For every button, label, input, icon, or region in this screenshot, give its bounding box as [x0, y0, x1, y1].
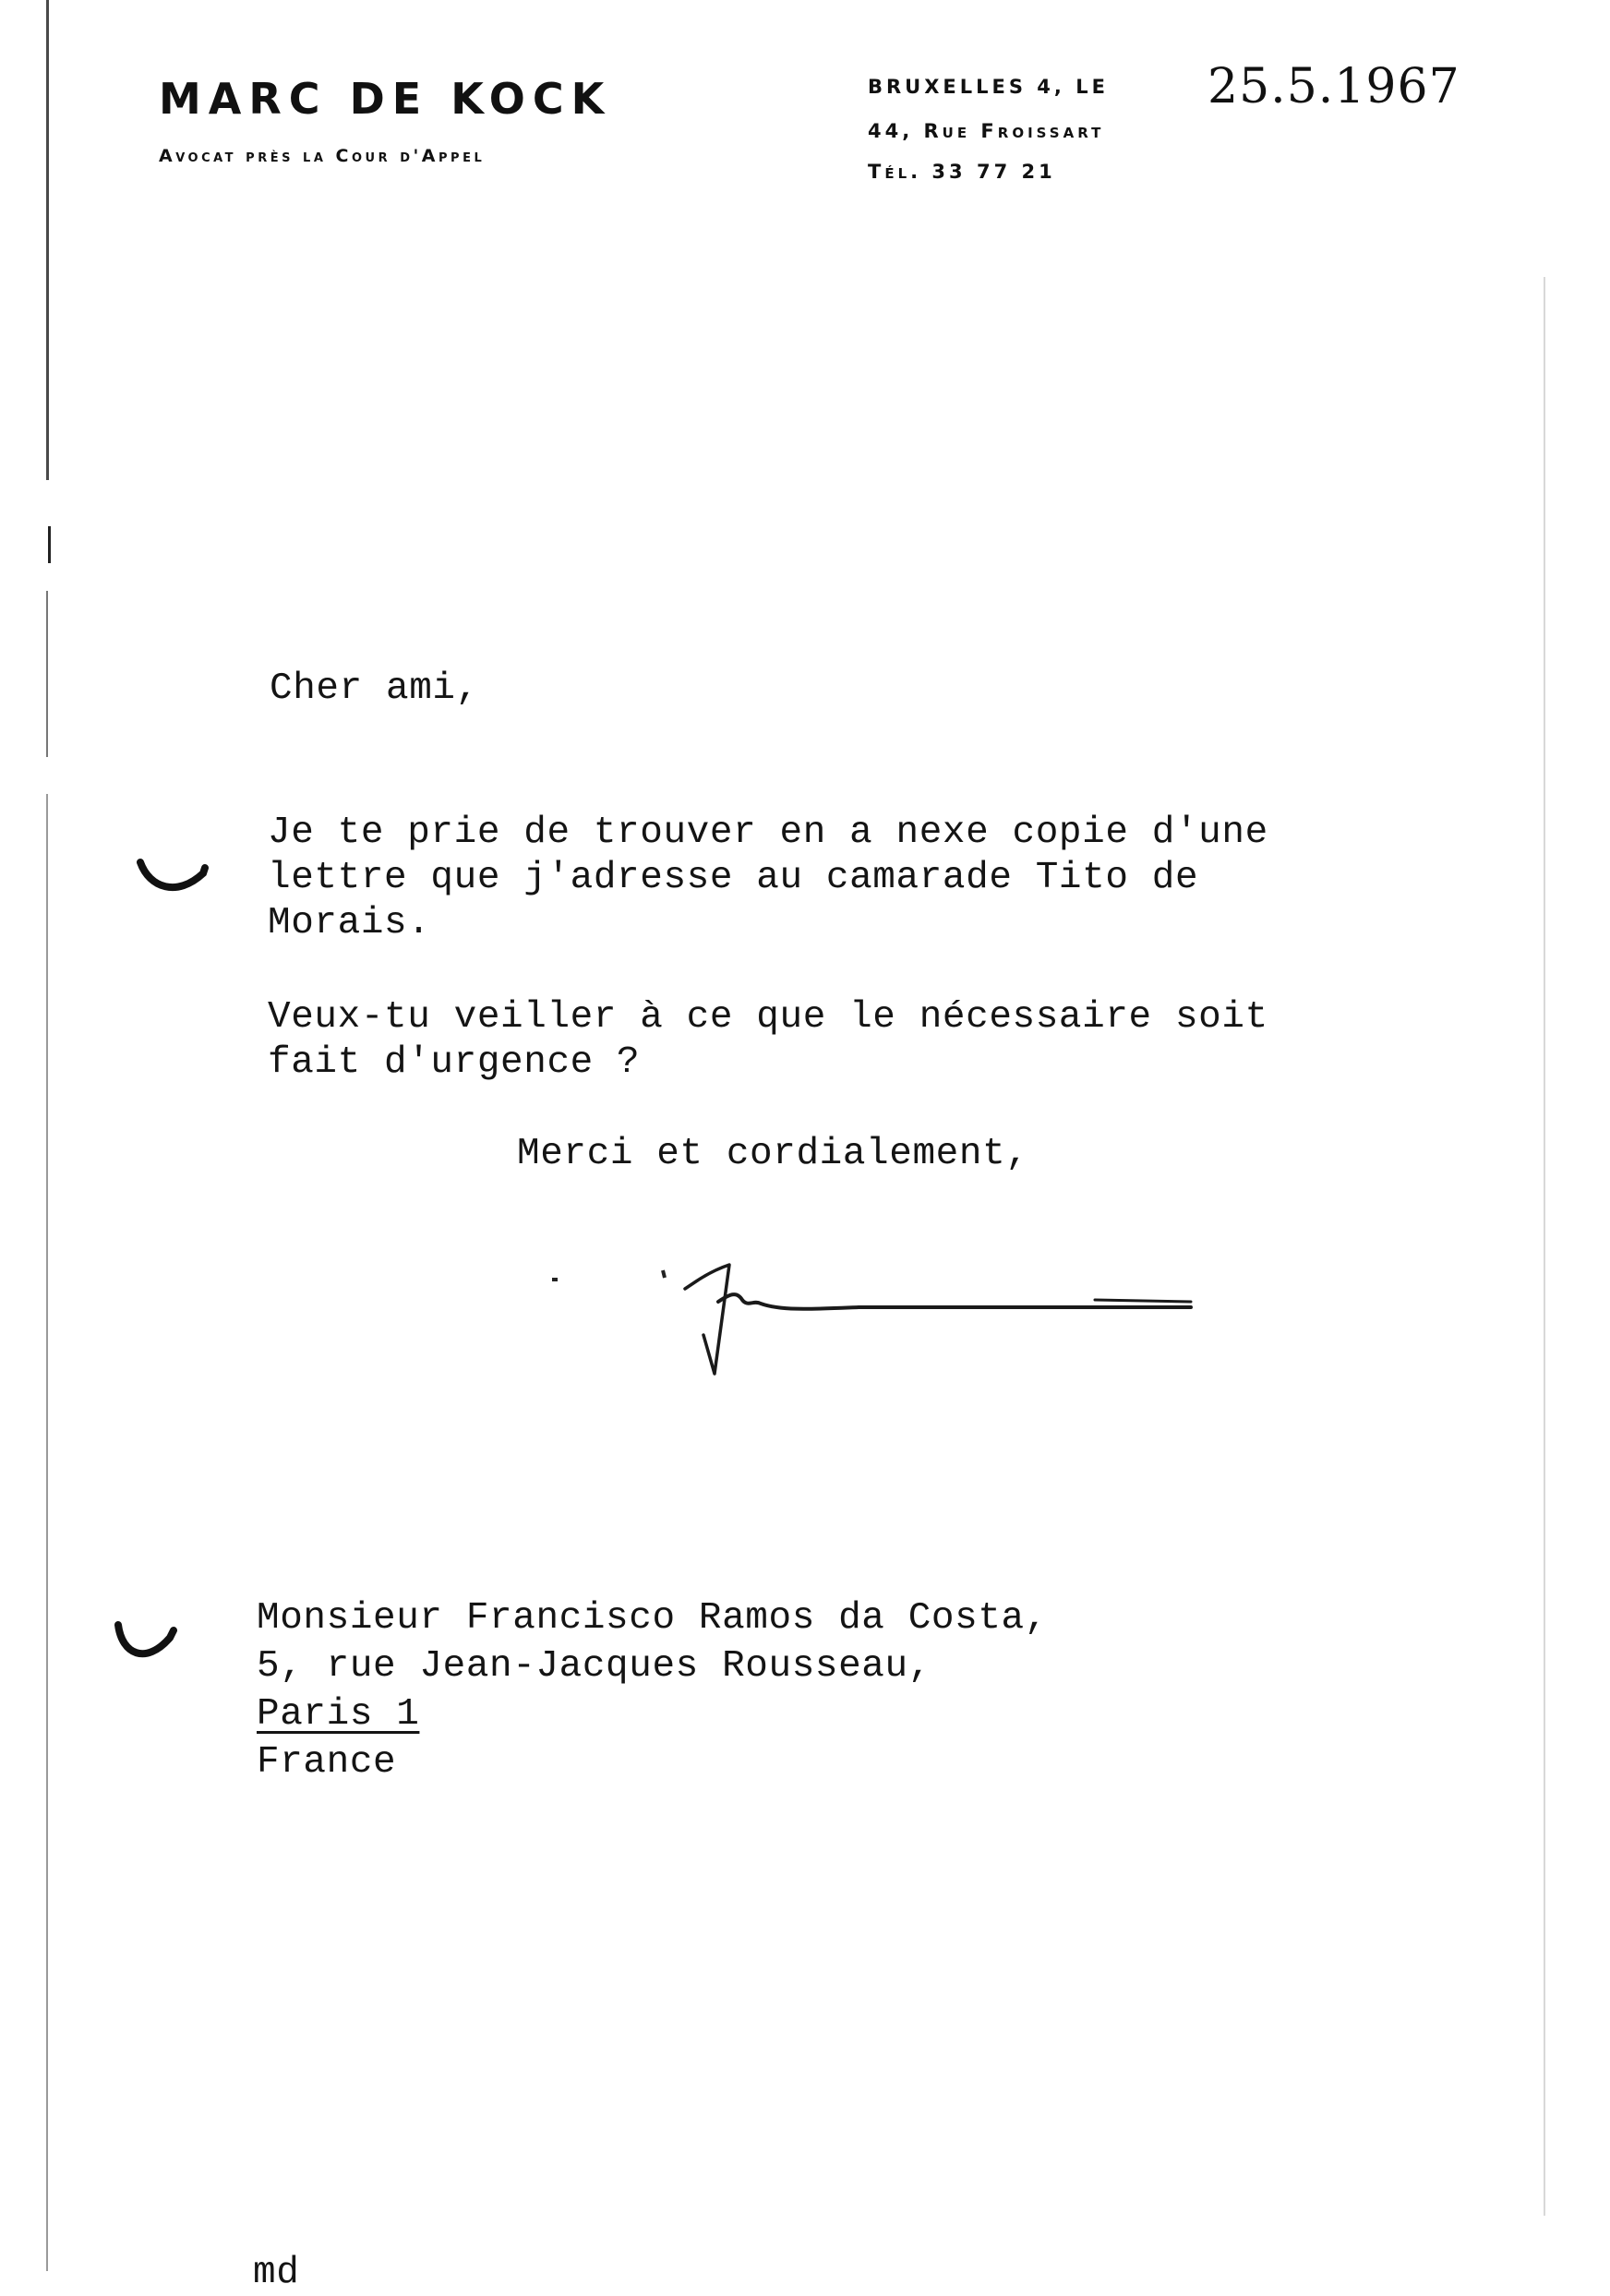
left-scan-edge — [46, 591, 48, 757]
signature-mark — [545, 1237, 1209, 1403]
letterhead-name: MARC DE KOCK — [159, 74, 612, 124]
closing: Merci et cordialement, — [517, 1133, 1029, 1175]
recipient-street: 5, rue Jean-Jacques Rousseau, — [257, 1645, 931, 1688]
recipient-country: France — [257, 1741, 397, 1784]
paragraph-2 — [268, 995, 1268, 1086]
paragraph-1-line-3: Morais. — [268, 902, 431, 944]
salutation: Cher ami, — [270, 667, 479, 710]
recipient-name: Monsieur Francisco Ramos da Costa, — [257, 1597, 1048, 1640]
paragraph-1-line-1: Je te prie de trouver en a nexe copie d'une — [268, 811, 1268, 854]
left-scan-edge — [46, 0, 49, 480]
margin-tick-mark — [137, 857, 210, 903]
letter-date: 25.5.1967 — [1208, 59, 1460, 114]
margin-tick-mark — [109, 1617, 183, 1673]
right-scan-edge — [1544, 277, 1545, 2216]
letterhead-street: 44, Rue Froissart — [868, 120, 1105, 142]
recipient-address — [257, 1594, 1048, 1786]
recipient-city: Paris 1 — [257, 1693, 420, 1736]
typist-initials: md — [253, 2252, 300, 2294]
paragraph-2-line-2: fait d'urgence ? — [268, 1041, 641, 1084]
letterhead-title: Avocat près la Cour d'Appel — [159, 146, 486, 166]
left-scan-mark — [48, 526, 51, 563]
paragraph-1 — [268, 811, 1268, 946]
letterhead-city-line: BRUXELLES 4, LE — [868, 76, 1109, 98]
left-scan-edge — [46, 794, 48, 2271]
paragraph-1-line-2: lettre que j'adresse au camarade Tito de — [268, 857, 1199, 899]
paragraph-2-line-1: Veux-tu veiller à ce que le nécessaire soit — [268, 996, 1268, 1039]
letterhead-phone: Tél. 33 77 21 — [868, 161, 1056, 183]
